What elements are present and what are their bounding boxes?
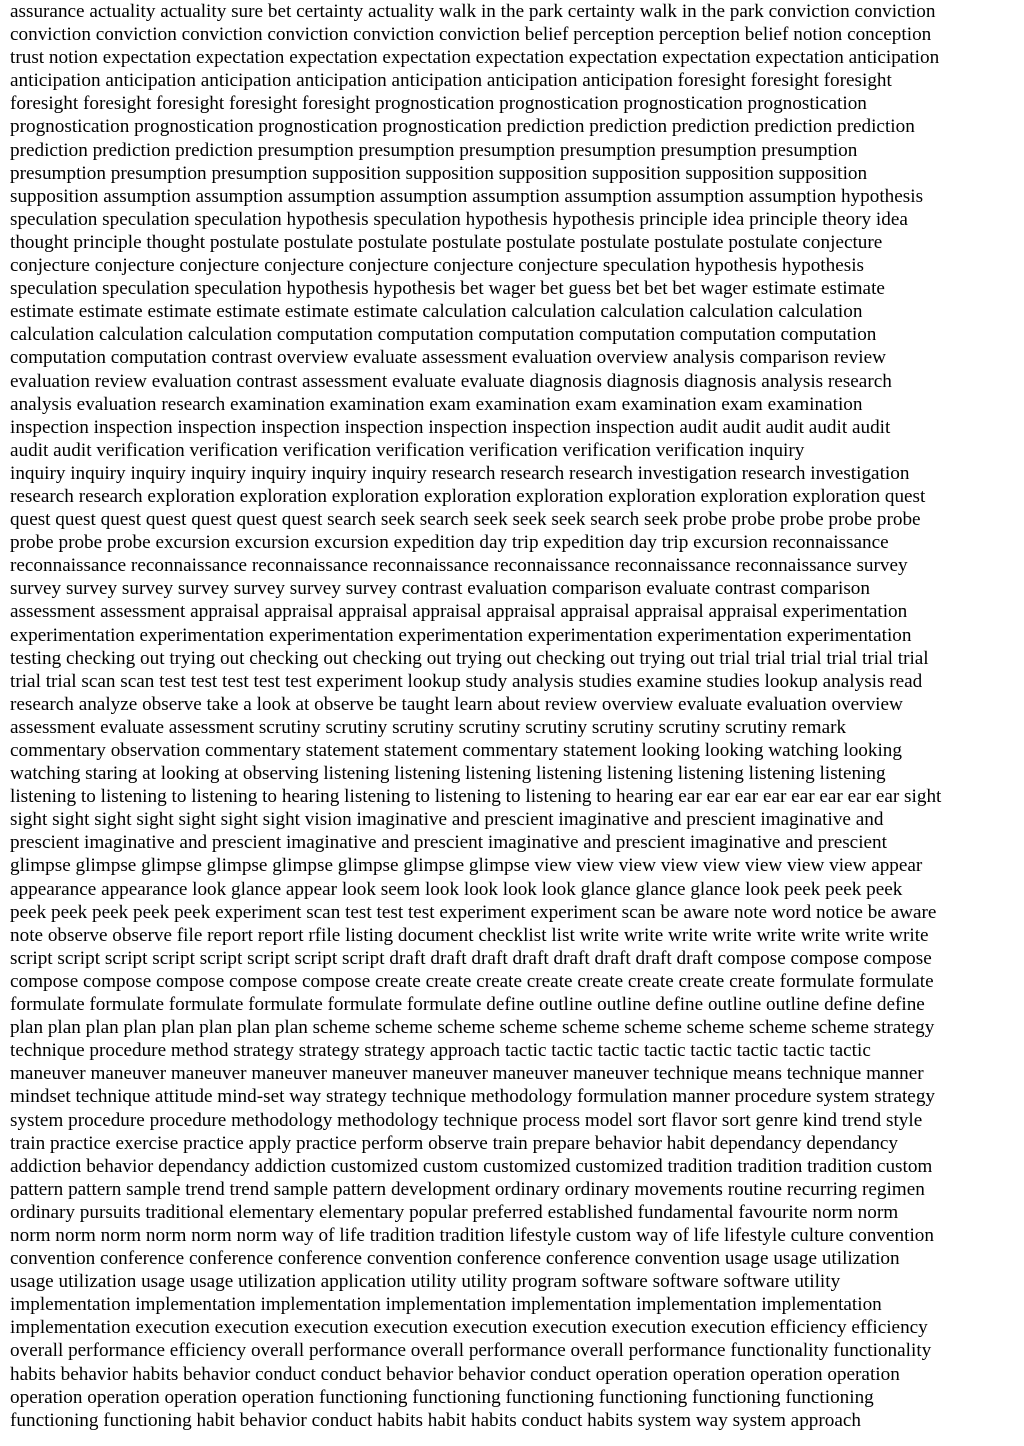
text-line: trial trial scan scan test test test test test experiment lookup study analysis studies examine studies lookup analysis read	[10, 670, 923, 692]
text-line: compose compose compose compose compose create create create create create create create create formulate formulate	[10, 970, 934, 992]
text-line: sight sight sight sight sight sight sight vision imaginative and prescient imaginative and prescient imaginative and	[10, 809, 884, 831]
text-line: audit audit verification verification verification verification verification verification verification inquiry	[10, 439, 805, 461]
text-line: formulate formulate formulate formulate formulate formulate define outline outline define outline outline define define	[10, 994, 925, 1016]
text-line: analysis evaluation research examination examination exam examination exam examination exam examination	[10, 393, 863, 415]
text-line: peek peek peek peek peek experiment scan test test test experiment experiment scan be aware note word notice be aware	[10, 901, 937, 923]
document-body	[10, 0, 1020, 1432]
text-line: survey survey survey survey survey survey survey contrast evaluation comparison evaluate contrast comparison	[10, 578, 870, 600]
text-line: calculation calculation calculation computation computation computation computation computation computation	[10, 324, 877, 346]
text-line: technique procedure method strategy strategy strategy approach tactic tactic tactic tactic tactic tactic tactic tactic	[10, 1040, 871, 1062]
text-line: pattern pattern sample trend trend sample pattern development ordinary ordinary movements routine recurring regimen	[10, 1178, 925, 1200]
text-line: estimate estimate estimate estimate estimate estimate calculation calculation calculation calculation calculation	[10, 301, 863, 323]
text-line: supposition assumption assumption assumption assumption assumption assumption assumption assumption hypothesis	[10, 185, 924, 207]
text-line: functioning functioning habit behavior conduct habits habit habits conduct habits system way system approach	[10, 1409, 861, 1431]
text-line: listening to listening to listening to hearing listening to listening to listening to hearing ear ear ear ear ear ear ear ear sight	[10, 786, 942, 808]
text-line: watching staring at looking at observing listening listening listening listening listening listening listening listening	[10, 763, 886, 785]
text-line: presumption presumption presumption supposition supposition supposition supposition supposition supposition	[10, 162, 868, 184]
text-line: assessment assessment appraisal appraisal appraisal appraisal appraisal appraisal appraisal appraisal experimentation	[10, 601, 908, 623]
text-line: computation computation contrast overview evaluate assessment evaluation overview analysis comparison review	[10, 347, 886, 369]
text-line: plan plan plan plan plan plan plan plan scheme scheme scheme scheme scheme scheme scheme scheme scheme strategy	[10, 1017, 935, 1039]
text-line: commentary observation commentary statement statement commentary statement looking looking watching looking	[10, 740, 902, 761]
text-line: speculation speculation speculation hypothesis speculation hypothesis hypothesis principle idea principle theory idea	[10, 208, 908, 230]
text-line: assessment evaluate assessment scrutiny scrutiny scrutiny scrutiny scrutiny scrutiny scrutiny scrutiny remark	[10, 716, 847, 738]
text-line: usage utilization usage usage utilization application utility utility program software software software utility	[10, 1271, 841, 1293]
text-line: evaluation review evaluation contrast assessment evaluate evaluate diagnosis diagnosis diagnosis analysis research	[10, 370, 892, 392]
text-line: testing checking out trying out checking out checking out trying out checking out trying out trial trial trial trial trial trial	[10, 647, 929, 669]
text-line: prescient imaginative and prescient imaginative and prescient imaginative and prescient imaginative and prescient	[10, 832, 887, 854]
text-line: overall performance efficiency overall performance overall performance overall performance functionality functionality	[10, 1340, 932, 1362]
text-line: system procedure procedure methodology methodology technique process model sort flavor sort genre kind trend style	[10, 1109, 923, 1131]
text-line: inspection inspection inspection inspection inspection inspection inspection inspection audit audit audit audit audit	[10, 416, 891, 438]
text-line: glimpse glimpse glimpse glimpse glimpse glimpse glimpse glimpse view view view view view view view view appear	[10, 855, 923, 877]
text-line: reconnaissance reconnaissance reconnaissance reconnaissance reconnaissance reconnaissance reconnaissance survey	[10, 555, 908, 577]
text-line: quest quest quest quest quest quest quest search seek search seek seek seek search seek probe probe probe probe probe	[10, 509, 921, 531]
text-line: convention conference conference conference convention conference conference convention usage usage utilization	[10, 1248, 900, 1270]
text-line: implementation execution execution execution execution execution execution execution execution efficiency efficiency	[10, 1317, 928, 1339]
text-line: probe probe probe excursion excursion excursion expedition day trip expedition day trip excursion reconnaissance	[10, 532, 889, 554]
text-line: ordinary pursuits traditional elementary elementary popular preferred established fundamental favourite norm norm	[10, 1201, 899, 1223]
text-line: research analyze observe take a look at observe be taught learn about review overview evaluate evaluation overview	[10, 693, 903, 715]
text-line: train practice exercise practice apply practice perform observe train prepare behavior habit dependancy dependancy	[10, 1132, 899, 1154]
text-line: addiction behavior dependancy addiction customized custom customized customized tradition tradition tradition custom	[10, 1155, 933, 1177]
text-line: anticipation anticipation anticipation anticipation anticipation anticipation anticipation foresight foresight foresight	[10, 70, 892, 92]
text-line: trust notion expectation expectation expectation expectation expectation expectation expectation expectation anticipation	[10, 47, 940, 69]
text-line: experimentation experimentation experimentation experimentation experimentation experimentation experimentation	[10, 624, 912, 646]
text-line: inquiry inquiry inquiry inquiry inquiry inquiry inquiry research research research investigation research investigation	[10, 462, 910, 484]
text-line: prediction prediction prediction presumption presumption presumption presumption presumption presumption	[10, 139, 858, 161]
text-line: mindset technique attitude mind-set way strategy technique methodology formulation manner procedure system strategy	[10, 1086, 936, 1108]
text-line: habits behavior habits behavior conduct conduct behavior behavior conduct operation operation operation operation	[10, 1363, 900, 1385]
text-line: operation operation operation operation functioning functioning functioning functioning functioning functioning	[10, 1386, 874, 1408]
text-line: implementation implementation implementation implementation implementation implementation implementation	[10, 1294, 882, 1316]
text-line: research research exploration exploration exploration exploration exploration exploration exploration exploration quest	[10, 485, 926, 507]
text-line: foresight foresight foresight foresight foresight prognostication prognostication prognostication prognostication	[10, 93, 867, 115]
text-line: assurance actuality actuality sure bet certainty actuality walk in the park certainty walk in the park conviction conviction	[10, 1, 936, 22]
text-line: prognostication prognostication prognostication prognostication prediction prediction prediction prediction prediction	[10, 116, 915, 138]
text-line: speculation speculation speculation hypothesis hypothesis bet wager bet guess bet bet bet wager estimate estimate	[10, 278, 885, 300]
text-line: script script script script script script script script draft draft draft draft draft draft draft draft compose compose compose	[10, 947, 932, 969]
text-line: note observe observe file report report rfile listing document checklist list write write write write write write write write	[10, 924, 929, 946]
text-line: conjecture conjecture conjecture conjecture conjecture conjecture conjecture speculation hypothesis hypothesis	[10, 255, 865, 277]
text-line: norm norm norm norm norm norm way of life tradition tradition lifestyle custom way of life lifestyle culture convention	[10, 1224, 934, 1246]
text-line: conviction conviction conviction conviction conviction conviction belief perception perception belief notion conception	[10, 24, 932, 46]
text-line: appearance appearance look glance appear look seem look look look look glance glance glance look peek peek peek	[10, 878, 903, 900]
text-line: thought principle thought postulate postulate postulate postulate postulate postulate postulate postulate conjecture	[10, 231, 883, 253]
text-line: maneuver maneuver maneuver maneuver maneuver maneuver maneuver maneuver technique means technique manner	[10, 1063, 924, 1085]
